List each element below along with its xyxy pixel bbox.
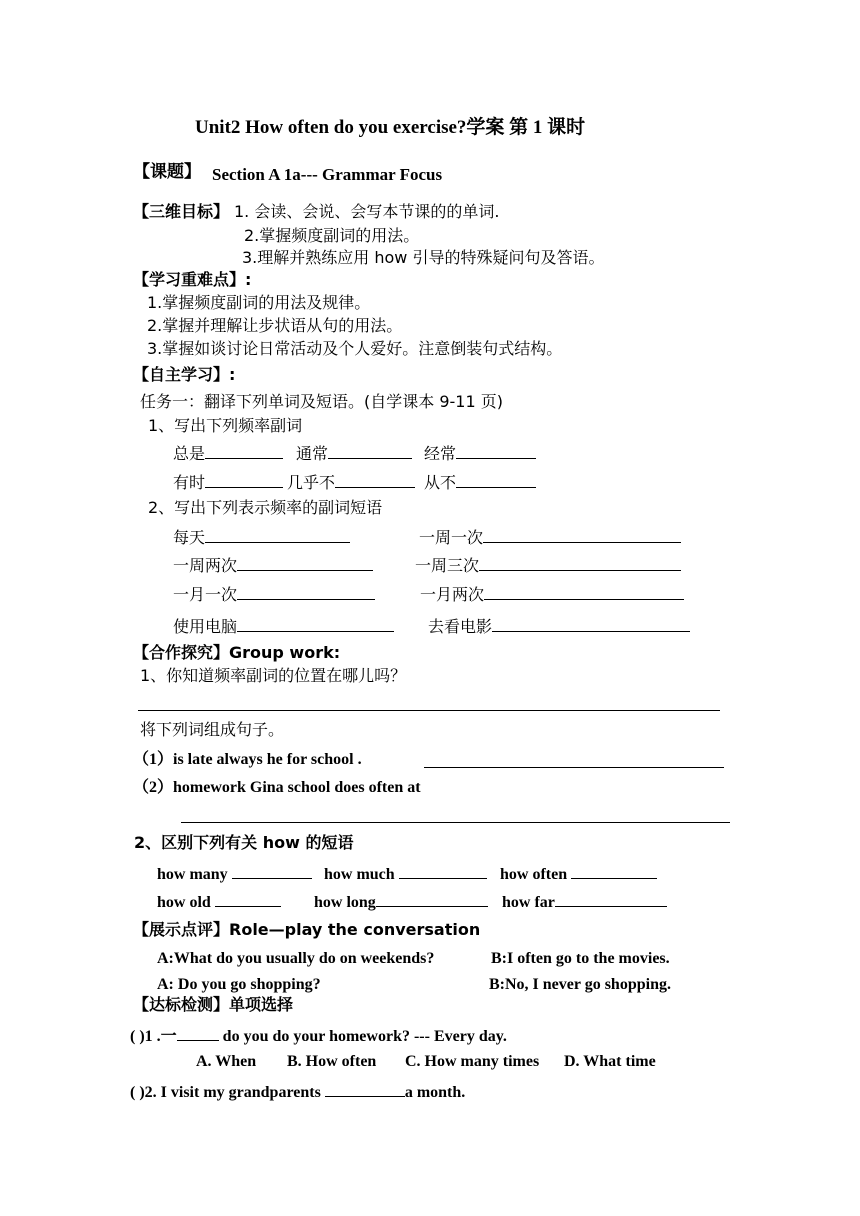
group-question-2: 2、区别下列有关 how 的短语 xyxy=(134,833,354,852)
phrase-item: 一月一次 xyxy=(173,585,375,603)
how-phrase: how old xyxy=(157,892,281,911)
dialog-line: A: Do you go shopping? xyxy=(157,976,321,993)
phrase-item: 一月两次 xyxy=(420,585,684,603)
topic-text: Section A 1a--- Grammar Focus xyxy=(212,165,443,184)
adverb-item: 通常 xyxy=(296,444,412,462)
adverb-item: 有时 xyxy=(173,473,283,491)
how-phrase: how many xyxy=(157,864,312,883)
key-point-item: 1.掌握频度副词的用法及规律。 xyxy=(147,293,371,312)
how-phrase: how much xyxy=(324,864,487,883)
sentence-2: （2）homework Gina school does often at xyxy=(133,779,421,796)
answer-line xyxy=(138,710,720,711)
question-1: 1、写出下列频率副词 xyxy=(148,416,303,435)
objectives-label: 【三维目标】 xyxy=(133,202,230,221)
how-phrase: how far xyxy=(502,892,667,911)
display-label: 【展示点评】Role—play the conversation xyxy=(133,920,481,939)
option: B. How often xyxy=(287,1053,377,1070)
topic-label: 【课题】 xyxy=(133,162,201,182)
answer-line xyxy=(424,767,724,768)
answer-line xyxy=(181,822,730,823)
self-study-label: 【自主学习】: xyxy=(133,365,236,384)
test-question-1: ( )1 .一 do you do your homework? --- Every day. xyxy=(130,1028,507,1045)
adverb-item: 总是 xyxy=(173,444,283,462)
dialog-line: B:I often go to the movies. xyxy=(491,950,670,967)
option: A. When xyxy=(196,1053,257,1070)
phrase-item: 每天 xyxy=(173,528,350,546)
adverb-item: 从不 xyxy=(424,473,536,491)
adverb-item: 几乎不 xyxy=(287,473,415,491)
test-label: 【达标检测】单项选择 xyxy=(133,995,294,1014)
objective-item: 1. 会读、会说、会写本节课的的单词. xyxy=(234,202,500,221)
phrase-item: 一周两次 xyxy=(173,556,373,574)
phrase-item: 去看电影 xyxy=(428,617,690,635)
sentence-1: （1）is late always he for school . xyxy=(133,751,362,768)
dialog-line: B:No, I never go shopping. xyxy=(489,976,671,993)
key-points-label: 【学习重难点】: xyxy=(133,270,252,289)
page-title: Unit2 How often do you exercise?学案 第 1 课时 xyxy=(195,117,586,138)
phrase-item: 使用电脑 xyxy=(173,617,394,635)
key-point-item: 3.掌握如谈讨论日常活动及个人爱好。注意倒装句式结构。 xyxy=(147,339,563,358)
how-phrase: how often xyxy=(500,864,657,883)
group-question-1: 1、你知道频率副词的位置在哪儿吗？ xyxy=(140,666,407,685)
group-work-label: 【合作探究】Group work: xyxy=(133,643,341,662)
dialog-line: A:What do you usually do on weekends? xyxy=(157,950,435,967)
adverb-item: 经常 xyxy=(424,444,536,462)
phrase-item: 一周三次 xyxy=(415,556,681,574)
task-one: 任务一：翻译下列单词及短语。(自学课本 9-11 页) xyxy=(140,392,503,411)
group-instruction: 将下列词组成句子。 xyxy=(140,720,285,739)
objective-item: 3.理解并熟练应用 how 引导的特殊疑问句及答语。 xyxy=(242,248,605,267)
option: C. How many times xyxy=(405,1053,540,1070)
how-phrase: how long xyxy=(314,892,488,911)
option: D. What time xyxy=(564,1053,656,1070)
phrase-item: 一周一次 xyxy=(419,528,681,546)
question-2: 2、写出下列表示频率的副词短语 xyxy=(148,498,383,517)
test-question-2: ( )2. I visit my grandparents a month. xyxy=(130,1084,466,1101)
objective-item: 2.掌握频度副词的用法。 xyxy=(244,226,420,245)
key-point-item: 2.掌握并理解让步状语从句的用法。 xyxy=(147,316,403,335)
